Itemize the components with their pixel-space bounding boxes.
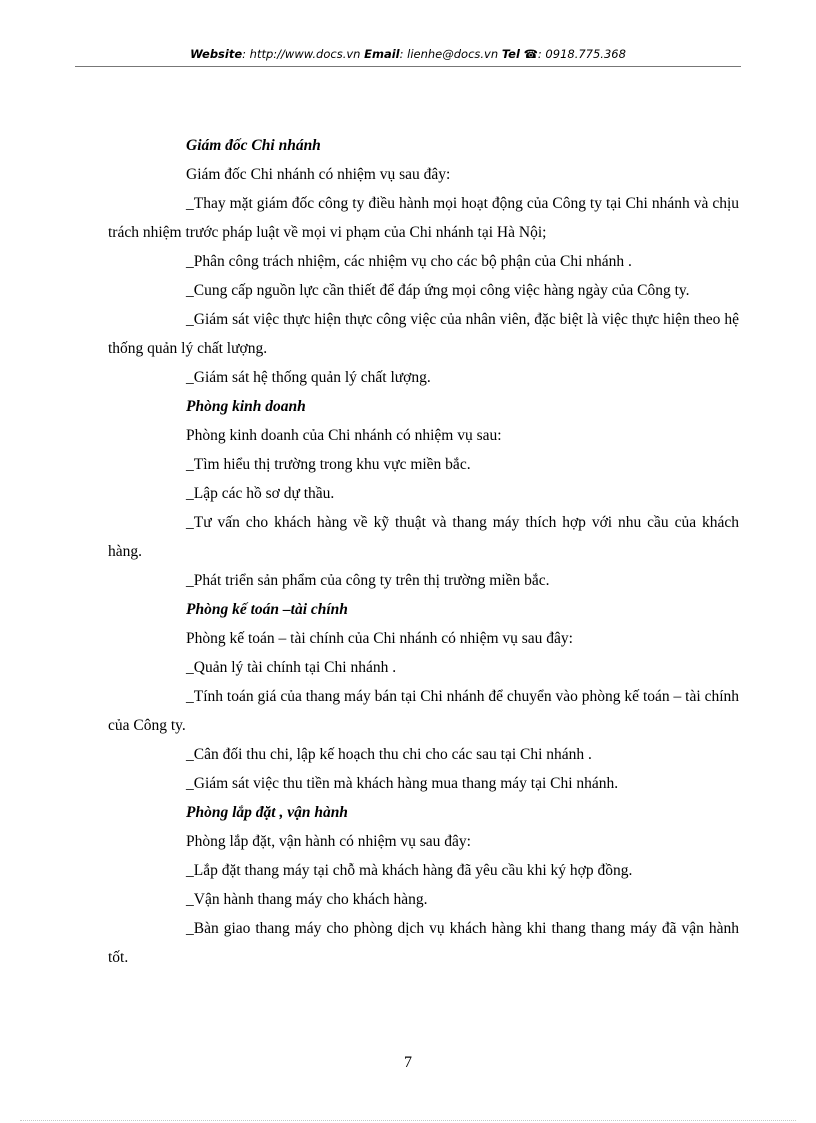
duty-item: _Giám sát việc thu tiền mà khách hàng mua thang máy tại Chi nhánh.	[186, 775, 619, 792]
duty-item: _Tìm hiểu thị trường trong khu vực miền bắc.	[186, 456, 471, 473]
email-value: : lienhe@docs.vn	[399, 47, 499, 61]
duty-item: _Quản lý tài chính tại Chi nhánh .	[186, 659, 397, 676]
website-label: Website	[190, 47, 243, 61]
duty-item: _Tính toán giá của thang máy bán tại Chi nhánh để chuyển vào phòng kế toán – tài chính của Công ty.	[108, 688, 739, 734]
duty-item: _Giám sát việc thực hiện thực công việc của nhân viên, đặc biệt là việc thực hiện theo hệ thống quản lý chất lượng.	[108, 311, 739, 357]
duty-item: _Cung cấp nguồn lực cần thiết để đáp ứng mọi công việc hàng ngày của Công ty.	[186, 282, 690, 299]
section-intro: Phòng kinh doanh của Chi nhánh có nhiệm vụ sau:	[186, 427, 502, 444]
page-number: 7	[404, 1054, 412, 1071]
duty-item: _Bàn giao thang máy cho phòng dịch vụ khách hàng khi thang thang máy đã vận hành tốt.	[108, 920, 739, 966]
duty-item: _Thay mặt giám đốc công ty điều hành mọi hoạt động của Công ty tại Chi nhánh và chịu trách nhiệm trước pháp luật về mọi vi phạm của Chi nhánh tại Hà Nội;	[108, 195, 739, 241]
website-value: : http://www.docs.vn	[242, 47, 361, 61]
duty-item: _Lập các hồ sơ dự thầu.	[186, 485, 335, 502]
page-bottom-border	[20, 1120, 796, 1121]
section-intro: Giám đốc Chi nhánh có nhiệm vụ sau đây:	[186, 166, 451, 183]
section-heading: Phòng kế toán –tài chính	[186, 601, 348, 618]
email-label: Email	[364, 47, 400, 61]
duty-item: _Cân đối thu chi, lập kế hoạch thu chi cho các sau tại Chi nhánh .	[186, 746, 592, 763]
tel-label: Tel	[501, 47, 520, 61]
header-divider	[75, 66, 741, 67]
duty-item: _Phân công trách nhiệm, các nhiệm vụ cho các bộ phận của Chi nhánh .	[186, 253, 632, 270]
page-header	[75, 47, 741, 65]
section-intro: Phòng lắp đặt, vận hành có nhiệm vụ sau đây:	[186, 833, 471, 850]
section-heading: Phòng lắp đặt , vận hành	[186, 804, 348, 821]
duty-item: _Phát triển sản phẩm của công ty trên thị trường miền bắc.	[186, 572, 550, 589]
duty-item: _Vận hành thang máy cho khách hàng.	[186, 891, 428, 908]
section-heading: Phòng kinh doanh	[186, 398, 306, 415]
duty-item: _Lắp đặt thang máy tại chỗ mà khách hàng đã yêu cầu khi ký hợp đồng.	[186, 862, 633, 879]
section-intro: Phòng kế toán – tài chính của Chi nhánh có nhiệm vụ sau đây:	[186, 630, 573, 647]
section-heading: Giám đốc Chi nhánh	[186, 137, 321, 154]
duty-item: _Giám sát hệ thống quản lý chất lượng.	[186, 369, 431, 386]
tel-value: : 0918.775.368	[537, 47, 626, 61]
phone-icon: ☎	[523, 47, 538, 61]
duty-item: _Tư vấn cho khách hàng về kỹ thuật và thang máy thích hợp với nhu cầu của khách hàng.	[108, 514, 739, 560]
document-body	[108, 131, 739, 972]
